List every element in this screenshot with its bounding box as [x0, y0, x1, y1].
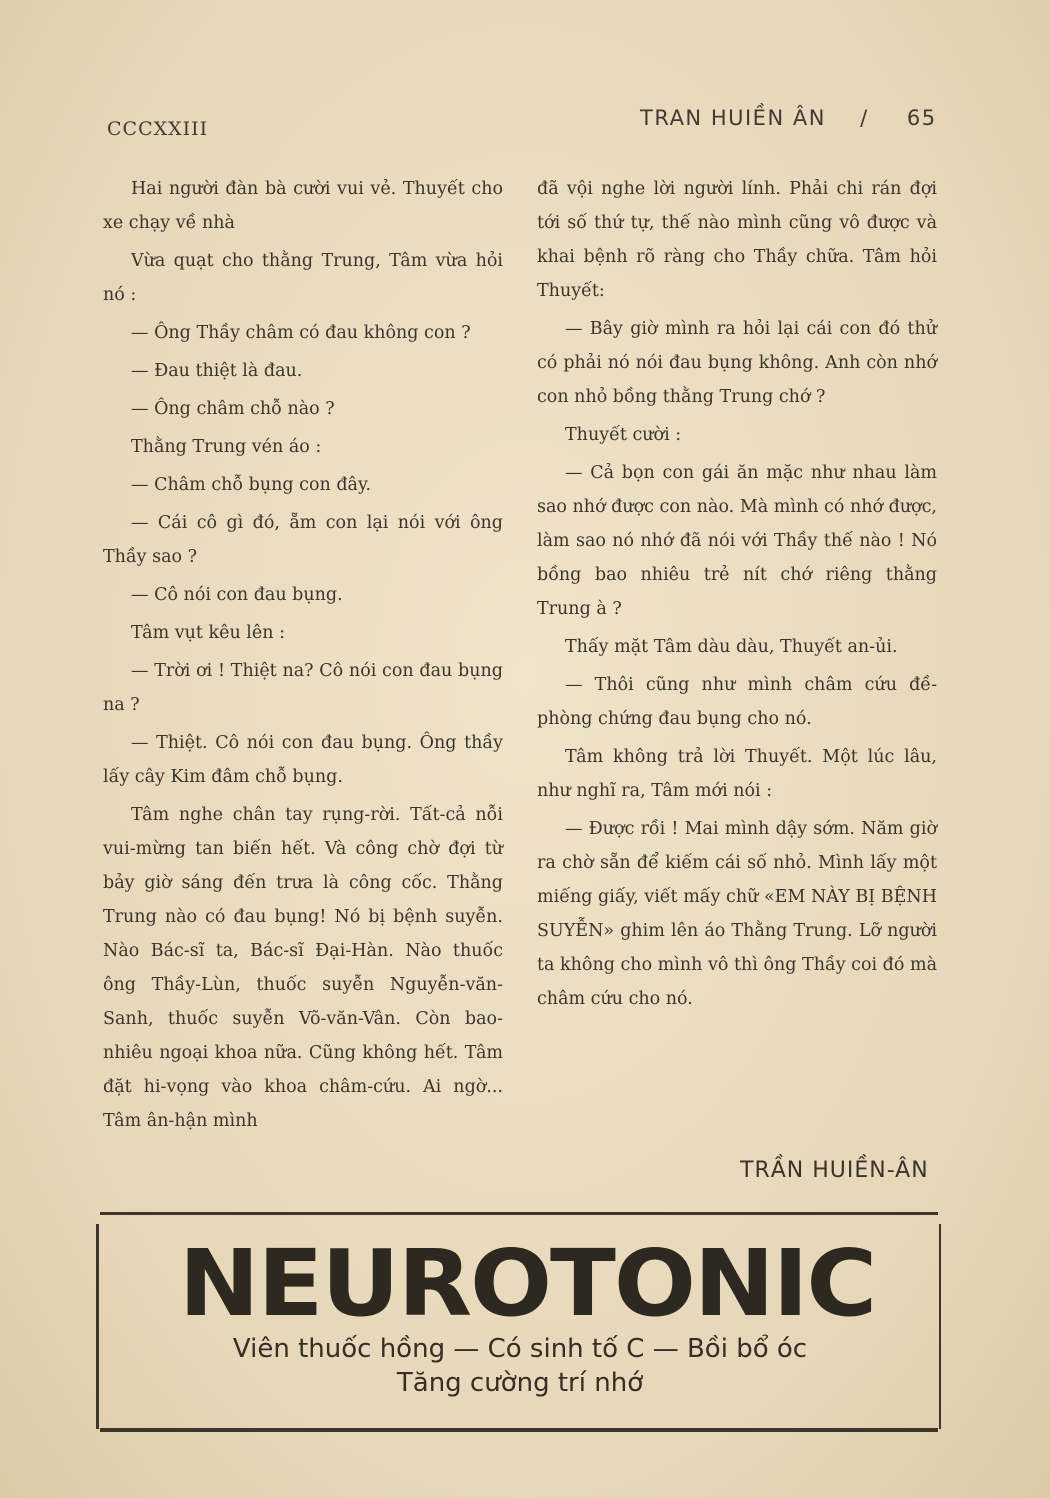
right-column — [537, 172, 937, 1020]
signature: TRẦN HUIỀN-ÂN — [740, 1158, 929, 1183]
paragraph: Thấy mặt Tâm dàu dàu, Thuyết an-ủi. — [565, 637, 898, 657]
paragraph: Thằng Trung vén áo : — [131, 437, 322, 457]
ad-subtagline: Tăng cường trí nhớ — [396, 1368, 644, 1398]
page-number: 65 — [906, 106, 937, 130]
paragraph: — Cái cô gì đó, ẵm con lại nói với ông Thầy sao ? — [103, 513, 503, 567]
paragraph: Tâm không trả lời Thuyết. Một lúc lâu, như nghĩ ra, Tâm mới nói : — [537, 747, 937, 801]
paragraph: — Châm chỗ bụng con đây. — [131, 475, 372, 495]
paragraph: Vừa quạt cho thằng Trung, Tâm vừa hỏi nó : — [103, 251, 503, 305]
paragraph: Tâm vụt kêu lên : — [131, 623, 285, 643]
header-author: TRAN HUIỀN ÂN — [640, 106, 826, 130]
paragraph: — Ông châm chỗ nào ? — [131, 399, 335, 419]
header-separator: / — [860, 106, 869, 130]
paragraph: — Thiệt. Cô nói con đau bụng. Ông thầy lấy cây Kim đâm chỗ bụng. — [103, 733, 503, 787]
paragraph: Thuyết cười : — [565, 425, 682, 445]
paragraph: — Trời ơi ! Thiệt na? Cô nói con đau bụng na ? — [103, 661, 503, 715]
paragraph: Tâm nghe chân tay rụng-rời. Tất-cả nỗi vui-mừng tan biến hết. Và công chờ đợi từ bảy giờ sáng đến trưa là công cốc. Thằng Trung nào có đau bụng! Nó bị bệnh suyễn. Nào Bác-sĩ ta, Bác-sĩ Đại-Hàn. Nào thuốc ông Thầy-Lùn, thuốc suyễn Nguyễn-văn-Sanh, thuốc suyễn Võ-văn-Vân. Còn bao-nhiêu ngoại khoa nữa. Cũng không hết. Tâm đặt hi-vọng vào khoa châm-cứu. Ai ngờ... Tâm ân-hận mình — [103, 805, 503, 1131]
ad-tagline: Viên thuốc hồng — Có sinh tố C — Bồi bổ óc — [232, 1334, 808, 1364]
paragraph: Hai người đàn bà cười vui vẻ. Thuyết cho xe chạy về nhà — [103, 179, 503, 233]
issue-number: CCCXXIII — [107, 118, 209, 140]
paragraph: — Ông Thầy châm có đau không con ? — [131, 323, 471, 343]
paragraph: — Bây giờ mình ra hỏi lại cái con đó thử có phải nó nói đau bụng không. Anh còn nhớ con nhỏ bồng thằng Trung chớ ? — [537, 319, 937, 407]
ad-bottom-rule — [100, 1428, 938, 1432]
ad-top-rule — [100, 1212, 938, 1215]
left-column — [103, 172, 503, 1142]
running-header — [640, 106, 937, 130]
ad-brand-name: NEUROTONIC — [178, 1230, 876, 1337]
paragraph: — Cô nói con đau bụng. — [131, 585, 343, 605]
paragraph: — Cả bọn con gái ăn mặc như nhau làm sao nhớ được con nào. Mà mình có nhớ được, làm sao nó nhớ đã nói với Thầy thế nào ! Nó bồng bao nhiêu trẻ nít chớ riêng thằng Trung à ? — [537, 463, 937, 619]
paragraph: — Thôi cũng như mình châm cứu đề-phòng chứng đau bụng cho nó. — [537, 675, 937, 729]
paragraph: — Đau thiệt là đau. — [131, 361, 303, 381]
paragraph: đã vội nghe lời người lính. Phải chi rán đợi tới số thứ tự, thế nào mình cũng vô được và khai bệnh rõ ràng cho Thầy chữa. Tâm hỏi Thuyết: — [537, 179, 937, 301]
paragraph: — Được rồi ! Mai mình dậy sớm. Năm giờ ra chờ sẵn để kiếm cái số nhỏ. Mình lấy một miếng giấy, viết mấy chữ «EM NÀY BỊ BỆNH SUYỄN» ghim lên áo Thằng Trung. Lỡ người ta không cho mình vô thì ông Thầy coi đó mà châm cứu cho nó. — [537, 819, 937, 1009]
